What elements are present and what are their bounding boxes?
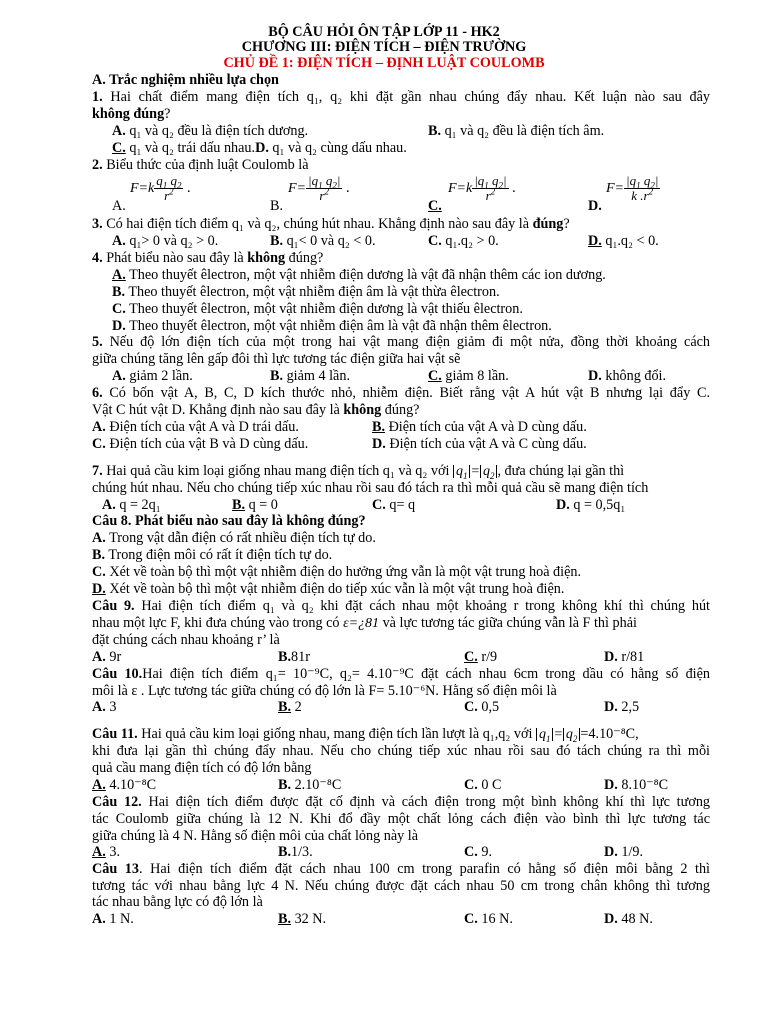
- header-line-2: CHƯƠNG III: ĐIỆN TÍCH – ĐIỆN TRƯỜNG: [241, 39, 527, 55]
- q11-line-1: Câu 11. Hai quả cầu kim loại giống nhau, mang điện tích lần lượt là q₁,q₂ với $q_1 = q_2 =4.10^{-8}C$,: [92, 726, 639, 744]
- q11-option-d: D. 8.10⁻⁸C: [604, 777, 669, 793]
- q13-option-d: D. 48 N.: [604, 911, 653, 927]
- q4-option-b: B. Theo thuyết êlectron, một vật nhiễm điện âm là vật thừa êlectron.: [112, 284, 500, 300]
- q10-option-d: D. 2,5: [604, 699, 640, 715]
- q12-line-2: tác Coulomb giữa chúng là 12 N. Khi đổ đầy một chất lỏng cách điện vào bình thì lực tương tác: [92, 811, 710, 827]
- q2-question: 2. Biểu thức của định luật Coulomb là: [92, 157, 309, 173]
- q10-line-2: môi là ε . Lực tương tác giữa chúng có độ lớn là F= 5.10⁻⁶N. Hằng số điện môi là: [92, 683, 557, 699]
- q9-option-d: D. r/81: [604, 649, 645, 665]
- q7-line-2: chúng hút nhau. Nếu cho chúng tiếp xúc nhau rồi sau đó tách ra thì mỗi quả cầu sẽ mang điện tích: [92, 480, 649, 496]
- q7-option-d: D. q = 0,5q₁: [556, 497, 626, 513]
- q6-option-c: C. Điện tích của vật B và D cùng dấu.: [92, 436, 309, 452]
- q12-option-a: A. 3.: [92, 844, 120, 860]
- q7-line-1: 7. Hai quả cầu kim loại giống nhau mang điện tích q₁ và q₂ với $q_1 = q_2$ , đưa chúng lại gần thì: [92, 463, 625, 481]
- q12-line-1: Câu 12. Hai điện tích điểm được đặt cố định và cách điện trong một bình không khí thì lực tương: [92, 794, 711, 810]
- q9-line-3: đặt chúng cách nhau khoảng r’ là: [92, 632, 280, 648]
- q5-option-c: C. giảm 8 lần.: [428, 368, 509, 384]
- q11-option-b: B. 2.10⁻⁸C: [278, 777, 342, 793]
- q2-formula-c: F=k $\frac{|q_1 q_2|}{r^2}$ .: [448, 173, 516, 203]
- q7-option-a: A. q = 2q₁: [102, 497, 161, 513]
- q8-option-c: C. Xét về toàn bộ thì một vật nhiễm điện do hưởng ứng vẫn là một vật trung hoà điện.: [92, 564, 582, 580]
- q7-option-c: C. q= q: [372, 497, 416, 513]
- q8-title: Câu 8. Phát biểu nào sau đây là không đúng?: [92, 513, 366, 529]
- q11-option-c: C. 0 C: [464, 777, 502, 793]
- q13-line-2: tương tác với nhau bằng lực 4 N. Nếu chúng được đặt cách nhau 50 cm trong chân không thì tương: [92, 878, 710, 894]
- q12-line-3: giữa chúng là 4 N. Hằng số điện môi của chất lỏng này là: [92, 828, 419, 844]
- section-a-title: A. Trắc nghiệm nhiều lựa chọn: [92, 72, 279, 88]
- q9-line-1: Câu 9. Hai điện tích điểm q₁ và q₂ khi đặt cách nhau một khoảng r trong không khí thì chúng hút: [92, 598, 711, 614]
- q11-line-2: khi đưa lại gần thì chúng đẩy nhau. Nếu cho chúng tiếp xúc nhau rồi sau đó tách chúng ra thì mỗi: [92, 743, 710, 759]
- q8-option-b: B. Trong điện môi có rất ít điện tích tự do.: [92, 547, 333, 563]
- q13-line-1: Câu 13. Hai điện tích điểm đặt cách nhau 100 cm trong parafin có hằng số điện môi bằng 2 thì: [92, 861, 710, 877]
- q10-line-1: Câu 10.Hai điện tích điểm q₁= 10⁻⁹C, q₂= 4.10⁻⁹C đặt cách nhau 6cm trong dầu có hằng số điện: [92, 666, 710, 682]
- q12-option-c: C. 9.: [464, 844, 492, 860]
- q9-line-2: nhau một lực F, khi đưa chúng vào trong có ε=¿81 và lực tương tác giữa chúng vẫn là F thì phải: [92, 615, 637, 631]
- q12-option-b: B.1/3.: [278, 844, 313, 860]
- q6-option-a: A. Điện tích của vật A và D trái dấu.: [92, 419, 299, 435]
- q3-question: 3. Có hai điện tích điểm q₁ và q₂, chúng hút nhau. Khẳng định nào sau đây là đúng?: [92, 216, 570, 232]
- q6-option-b: B. Điện tích của vật A và D cùng dấu.: [372, 419, 587, 435]
- q8-option-a: A. Trong vật dẫn điện có rất nhiều điện tích tự do.: [92, 530, 376, 546]
- q5-option-a: A. giảm 2 lần.: [112, 368, 193, 384]
- q10-option-a: A. 3: [92, 699, 117, 715]
- q2-formula-b: F= $\frac{|q_1 q_2|}{r^2}$ .: [288, 173, 350, 203]
- q2-option-d-label: D.: [588, 198, 602, 214]
- q13-option-a: A. 1 N.: [92, 911, 134, 927]
- q9-option-b: B.81r: [278, 649, 310, 665]
- q1-line-2: không đúng?: [92, 106, 171, 122]
- q3-option-d: D. q₁.q₂ < 0.: [588, 233, 659, 249]
- q9-option-a: A. 9r: [92, 649, 122, 665]
- q6-line-1: 6. Có bốn vật A, B, C, D kích thước nhỏ, nhiễm điện. Biết rằng vật A hút vật B nhưng lại đẩy C.: [92, 385, 710, 401]
- q5-line-2: giữa chúng tăng lên gấp đôi thì lực tương tác điện giữa hai vật sẽ: [92, 351, 461, 367]
- q6-line-2: Vật C hút vật D. Khẳng định nào sau đây là không đúng?: [92, 402, 420, 418]
- q9-option-c: C. r/9: [464, 649, 498, 665]
- q3-option-c: C. q₁.q₂ > 0.: [428, 233, 499, 249]
- q1-option-a: A. q₁ và q₂ đều là điện tích dương.: [112, 123, 309, 139]
- q13-option-b: B. 32 N.: [278, 911, 327, 927]
- q4-option-a: A. Theo thuyết êlectron, một vật nhiễm điện dương là vật đã nhận thêm các ion dương.: [112, 267, 606, 283]
- q5-option-d: D. không đổi.: [588, 368, 667, 384]
- q2-option-a-label: A.: [112, 198, 126, 214]
- q3-option-b: B. q₁< 0 và q₂ < 0.: [270, 233, 376, 249]
- q1-option-c-d: C. q₁ và q₂ trái dấu nhau.D. q₁ và q₂ cùng dấu nhau.: [112, 140, 407, 156]
- q5-line-1: 5. Nếu độ lớn điện tích của một trong hai vật mang điện giảm đi một nửa, đồng thời khoảng cách: [92, 334, 711, 350]
- q5-option-b: B. giảm 4 lần.: [270, 368, 350, 384]
- q4-question: 4. Phát biểu nào sau đây là không đúng?: [92, 250, 324, 266]
- q4-option-c: C. Theo thuyết êlectron, một vật nhiễm điện dương là vật thiếu êlectron.: [112, 301, 523, 317]
- q13-option-c: C. 16 N.: [464, 911, 513, 927]
- q10-option-b: B. 2: [278, 699, 302, 715]
- q1-line-1: 1. Hai chất điểm mang điện tích q₁, q₂ khi đặt gần nhau chúng đẩy nhau. Kết luận nào sau đây: [92, 89, 711, 105]
- q1-option-b: B. q₁ và q₂ đều là điện tích âm.: [428, 123, 605, 139]
- q2-formula-d: F= $\frac{|q_1 q_2|}{k .r^2}$: [606, 173, 659, 203]
- header-line-1: BỘ CÂU HỎI ÔN TẬP LỚP 11 - HK2: [268, 24, 500, 40]
- q7-option-b: B. q = 0: [232, 497, 278, 513]
- q13-line-3: tác nhau bằng lực có độ lớn là: [92, 894, 263, 910]
- q2-formula-a: F=k $\frac{q_1 q_2}{r^2}$ .: [130, 173, 191, 203]
- q12-option-d: D. 1/9.: [604, 844, 644, 860]
- q11-option-a: A. 4.10⁻⁸C: [92, 777, 157, 793]
- q4-option-d: D. Theo thuyết êlectron, một vật nhiễm điện âm là vật đã nhận thêm êlectron.: [112, 318, 552, 334]
- header-line-3: CHỦ ĐỀ 1: ĐIỆN TÍCH – ĐỊNH LUẬT COULOMB: [223, 55, 545, 71]
- q2-option-b-label: B.: [270, 198, 284, 214]
- q2-option-c-label: C.: [428, 198, 442, 214]
- q11-line-3: quả cầu mang điện tích có độ lớn bằng: [92, 760, 312, 776]
- q10-option-c: C. 0,5: [464, 699, 500, 715]
- q6-option-d: D. Điện tích của vật A và C cùng dấu.: [372, 436, 587, 452]
- q3-option-a: A. q₁> 0 và q₂ > 0.: [112, 233, 219, 249]
- q8-option-d: D. Xét về toàn bộ thì một vật nhiễm điện do tiếp xúc vẫn là một vật trung hoà điện.: [92, 581, 565, 597]
